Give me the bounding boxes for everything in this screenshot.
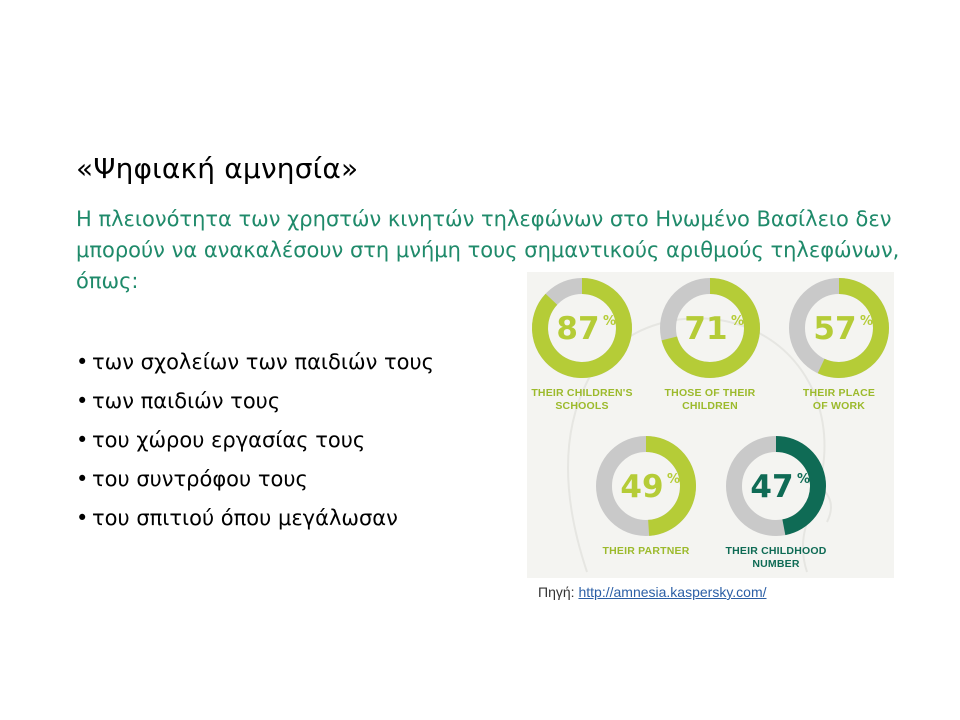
donut-label: THEIR PLACE bbox=[802, 387, 876, 399]
donut-87 bbox=[531, 286, 632, 412]
donut-charts bbox=[527, 272, 894, 578]
list-item bbox=[76, 420, 434, 459]
list-item-text: των σχολείων των παιδιών τους bbox=[92, 349, 434, 374]
list-item bbox=[76, 498, 434, 537]
donut-value: 49 bbox=[620, 469, 664, 505]
bullet-marker: • bbox=[76, 505, 89, 530]
list-item-text: του σπιτιού όπου μεγάλωσαν bbox=[92, 505, 398, 530]
bullet-marker: • bbox=[76, 427, 89, 452]
list-item-text: των παιδιών τους bbox=[92, 388, 281, 413]
donut-label: NUMBER bbox=[752, 558, 800, 570]
donut-percent-sign: % bbox=[603, 314, 617, 329]
bullet-marker: • bbox=[76, 466, 89, 491]
list-item-text: του χώρου εργασίας τους bbox=[92, 427, 366, 452]
list-item bbox=[76, 342, 434, 381]
source-label: Πηγή: bbox=[538, 584, 575, 600]
donut-label: CHILDREN bbox=[682, 400, 738, 412]
donut-47 bbox=[726, 444, 827, 570]
source-link[interactable]: http://amnesia.kaspersky.com/ bbox=[578, 584, 767, 600]
donut-label: THEIR CHILDREN'S bbox=[531, 387, 633, 399]
list-item-text: του συντρόφου τους bbox=[92, 466, 308, 491]
donut-value: 57 bbox=[813, 311, 857, 347]
donut-percent-sign: % bbox=[860, 314, 874, 329]
slide-subtitle: Η πλειονότητα των χρηστών κινητών τηλεφώνων στο Ηνωμένο Βασίλειο δεν μπορούν να ανακαλέσουν στη μνήμη τους σημαντικούς αριθμούς τηλεφώνων, όπως: bbox=[76, 207, 900, 293]
donut-label: OF WORK bbox=[812, 400, 866, 412]
donut-57 bbox=[797, 286, 881, 412]
donut-label: SCHOOLS bbox=[555, 400, 609, 412]
donut-label: THEIR CHILDHOOD bbox=[725, 545, 827, 557]
source-note bbox=[538, 584, 767, 600]
slide-title: «Ψηφιακή αμνησία» bbox=[76, 152, 359, 185]
bullet-marker: • bbox=[76, 388, 89, 413]
donut-percent-sign: % bbox=[797, 472, 811, 487]
donut-percent-sign: % bbox=[731, 314, 745, 329]
donut-49 bbox=[603, 444, 690, 557]
infographic bbox=[527, 272, 894, 578]
list-item bbox=[76, 381, 434, 420]
list-item bbox=[76, 459, 434, 498]
donut-percent-sign: % bbox=[667, 472, 681, 487]
bullet-marker: • bbox=[76, 349, 89, 374]
donut-label: THEIR PARTNER bbox=[602, 545, 690, 557]
donut-value: 47 bbox=[750, 469, 794, 505]
donut-value: 87 bbox=[556, 311, 600, 347]
donut-value: 71 bbox=[684, 311, 728, 347]
bullet-list bbox=[76, 342, 434, 537]
donut-71 bbox=[665, 286, 756, 412]
donut-label: THOSE OF THEIR bbox=[664, 387, 756, 399]
